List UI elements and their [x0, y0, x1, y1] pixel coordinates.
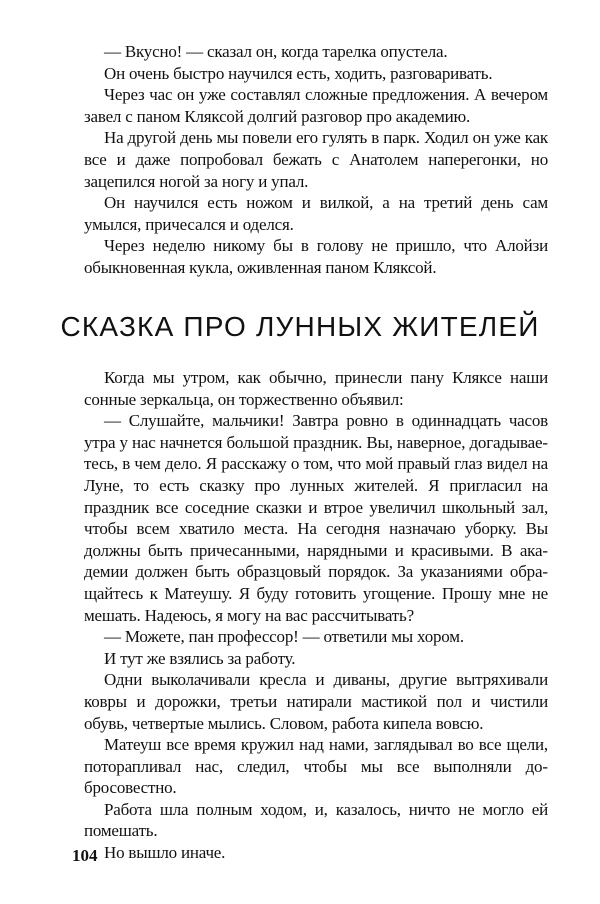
paragraph: — Слушайте, мальчики! Завтра ровно в одиннадцать часов утра у нас начнется большой праздник. Вы, наверное, догадываетесь, в чем дело. Я расскажу о том, что мой правый глаз видел на Луне, то есть сказку про лунных жителей. Я пригласил на праздник все соседние сказки и втрое увеличил школьный зал, чтобы всем хватило места. На сегодня назначаю уборку. Вы должны быть причесанными, нарядными и красивыми. В академии должен быть образцовый порядок. За указаниями обращайтесь к Матеушу. Я буду готовить угощение. Прошу мне не мешать. Надеюсь, я могу на вас рассчитывать? [84, 411, 548, 625]
page-number: 104 [72, 846, 98, 865]
paragraph: Через неделю никому бы в голову не пришло, что Алойзи обыкновенная кукла, оживленная паном Кляксой. [84, 236, 548, 277]
paragraph: На другой день мы повели его гулять в парк. Ходил он уже как все и даже попробовал бежать с Анатолем наперегонки, но зацепился ногой за ногу и упал. [84, 128, 548, 191]
paragraph: Он очень быстро научился есть, ходить, разговаривать. [104, 63, 493, 83]
paragraph: Работа шла полным ходом, и, казалось, ничто не могло ей помешать. [84, 799, 548, 841]
paragraph: Через час он уже составлял сложные предложения. А вечером завел с паном Кляксой долгий разговор про академию. [84, 85, 548, 126]
text-block-top [84, 41, 548, 279]
paragraph: — Можете, пан профессор! — ответили мы хором. [104, 627, 464, 647]
paragraph: Матеуш все время кружил над нами, заглядывал во все щели, поторапливал нас, следил, чтобы мы все выполняли добросовестно. [84, 735, 548, 798]
paragraph: Одни выколачивали кресла и диваны, другие вытряхивали ковры и дорожки, третьи натирали мастикой пол и чистили обувь, четвертые мылись. Словом, работа кипела вовсю. [84, 670, 548, 733]
text-block-bottom [84, 367, 548, 864]
paragraph: — Вкусно! — сказал он, когда тарелка опустела. [104, 42, 448, 61]
paragraph: Когда мы утром, как обычно, принесли пану Кляксе наши сонные зеркальца, он торжественно объявил: [84, 368, 548, 409]
paragraph: И тут же взялись за работу. [104, 648, 296, 668]
chapter-title: СКАЗКА ПРО ЛУННЫХ ЖИТЕЛЕЙ [60, 311, 540, 342]
paragraph: Он научился есть ножом и вилкой, а на третий день сам умылся, причесался и оделся. [84, 193, 548, 234]
paragraph: Но вышло иначе. [104, 843, 226, 863]
